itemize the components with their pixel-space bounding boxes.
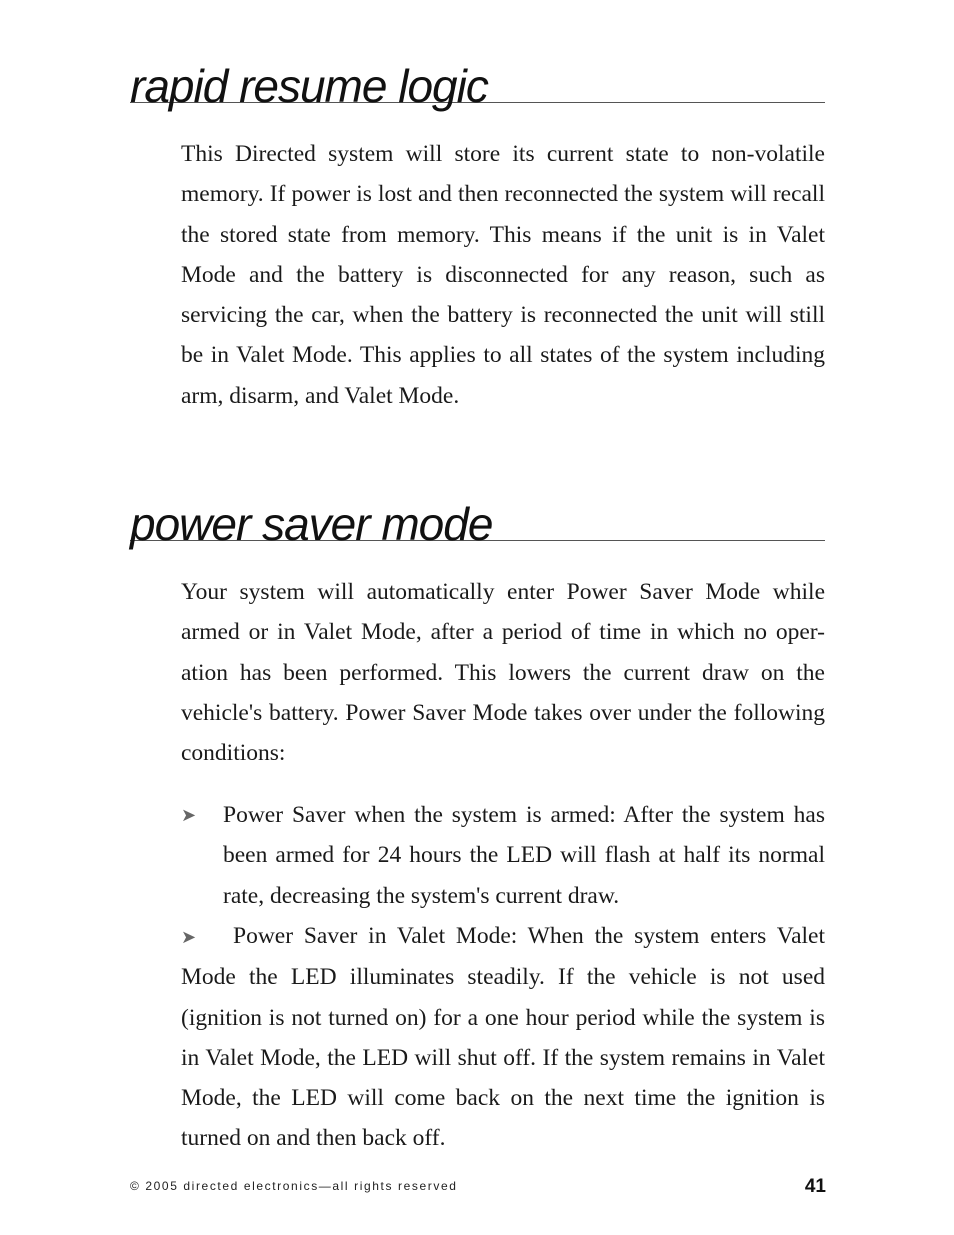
bullet-item-armed [181, 795, 825, 916]
heading-text: power saver mode [130, 498, 493, 550]
bullet-text: Power Saver in Valet Mode: When the system enters Valet Mode the LED illuminates steadily. If the vehicle is not used (ignition is not turned on) for a one hour period while the system is in Valet Mode, the LED will shut off. If the system remains in Valet Mode, the LED will come back on the next time the ignition is turned on and then back off. [181, 923, 825, 1152]
power-saver-paragraph: Your system will automatically enter Power Saver Mode while armed or in Valet Mode, after a period of time in which no oper-ation has been performed. This lowers the current draw on the vehicle's battery. Power Saver Mode takes over under the following conditions: [181, 579, 825, 767]
arrow-bullet-icon: ➤ [181, 927, 197, 947]
arrow-bullet-icon: ➤ [181, 805, 197, 825]
copyright-footer: © 2005 directed electronics—all rights reserved [130, 1179, 458, 1193]
section-heading-rapid-resume-logic [130, 60, 825, 112]
rapid-resume-paragraph: This Directed system will store its current state to non-volatile memory. If power is lost and then reconnected the system will recall the stored state from memory. This means if the unit is in Valet Mode and the battery is disconnected for any reason, such as servicing the car, when the battery is reconnected the unit will still be in Valet Mode. This applies to all states of the system including arm, disarm, and Valet Mode. [181, 141, 825, 409]
bullet-text: Power Saver when the system is armed: After the system has been armed for 24 hours the LED will flash at half its normal rate, decreasing the system's current draw. [223, 802, 825, 909]
heading-text: rapid resume logic [130, 60, 488, 112]
bullet-item-valet [181, 916, 825, 1159]
section-heading-power-saver-mode [130, 498, 825, 550]
page-number: 41 [804, 1176, 826, 1197]
